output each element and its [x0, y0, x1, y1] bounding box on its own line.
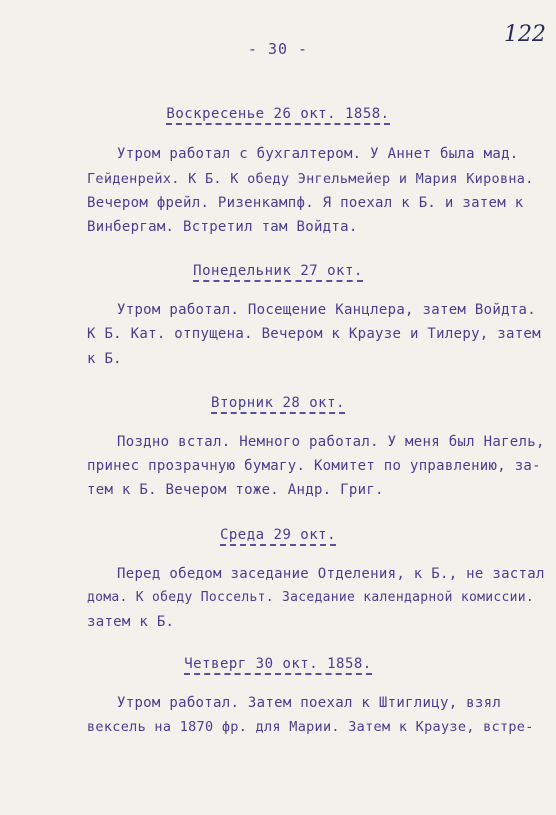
heading-underline: [220, 544, 336, 546]
entry-heading-text: Четверг 30 окт. 1858.: [184, 656, 372, 672]
heading-underline: [193, 280, 363, 282]
heading-underline: [184, 673, 372, 675]
entry-line: вексель на 1870 фр. для Марии. Затем к Краузе, встре-: [87, 719, 534, 735]
entry-line: к Б.: [87, 351, 122, 367]
entry-line: Утром работал. Посещение Канцлера, затем Войдта.: [117, 302, 536, 318]
entry-heading: [0, 395, 556, 414]
entry-heading-text: Среда 29 окт.: [219, 527, 337, 543]
entry-line: тем к Б. Вечером тоже. Андр. Григ.: [87, 482, 384, 498]
heading-underline: [211, 412, 345, 414]
entry-heading: [0, 527, 556, 546]
entry-heading: [0, 263, 556, 282]
entry-line: Утром работал. Затем поехал к Штиглицу, взял: [117, 695, 502, 711]
entry-line: Винбергам. Встретил там Войдта.: [87, 219, 358, 235]
entry-line: Вечером фрейл. Ризенкампф. Я поехал к Б. и затем к: [87, 195, 524, 211]
entry-line: Перед обедом заседание Отделения, к Б., не застал: [117, 566, 545, 582]
entry-heading: [0, 106, 556, 125]
entry-heading: [0, 656, 556, 675]
entry-line: Поздно встал. Немного работал. У меня был Нагель,: [117, 434, 545, 450]
entry-line: принес прозрачную бумагу. Комитет по управлению, за-: [87, 458, 541, 474]
entry-line: К Б. Кат. отпущена. Вечером к Краузе и Тилеру, затем: [87, 326, 541, 342]
entry-heading-text: Воскресенье 26 окт. 1858.: [166, 106, 390, 122]
heading-underline: [166, 123, 389, 125]
entry-heading-text: Понедельник 27 окт.: [193, 263, 363, 279]
entry-line: Гейденрейх. К Б. К обеду Энгельмейер и Мария Кировна.: [87, 171, 534, 187]
entry-line: дома. К обеду Поссельт. Заседание календарной комиссии.: [87, 590, 534, 605]
entry-line: затем к Б.: [87, 614, 175, 630]
page-number: - 30 -: [247, 40, 309, 58]
folio-number: 122: [504, 22, 546, 47]
entry-heading-text: Вторник 28 окт.: [211, 395, 345, 411]
entry-line: Утром работал с бухгалтером. У Аннет была мад.: [117, 146, 519, 162]
